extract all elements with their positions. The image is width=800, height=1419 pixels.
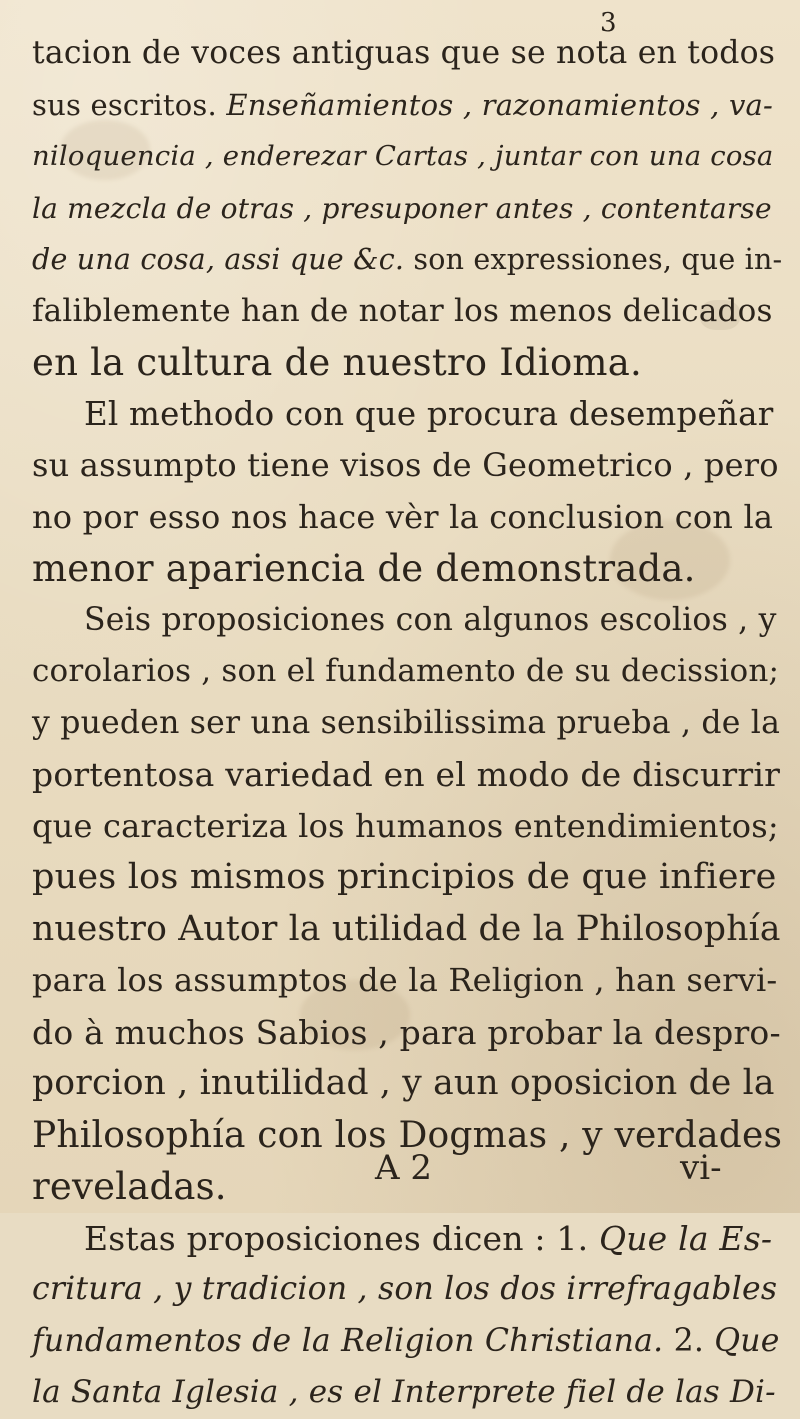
text-segment: Que la Es-: [598, 1218, 773, 1258]
text-segment: porcion , inutilidad , y aun oposicion de la: [32, 1063, 775, 1103]
text-line: [32, 440, 782, 492]
text-segment: la Santa Iglesia , es el Interprete fiel de las Di-: [32, 1374, 776, 1410]
text-segment: su assumpto tiene visos de Geometrico , pero: [32, 446, 779, 484]
text-segment: que caracteriza los humanos entendimientos;: [32, 806, 779, 845]
text-segment: do à muchos Sabios , para probar la despro-: [32, 1012, 781, 1052]
text-line: [32, 1316, 782, 1368]
text-segment: tacion de voces antiguas que se nota en todos: [32, 35, 776, 71]
text-line: [32, 28, 782, 80]
text-segment: para los assumptos de la Religion , han servi-: [32, 961, 778, 999]
text-segment: fundamentos de la Religion Christiana.: [32, 1322, 674, 1359]
text-segment: Enseñamientos , razonamientos , va-: [226, 87, 774, 122]
text-segment: niloquencia , enderezar Cartas , juntar con una cosa: [32, 140, 774, 172]
catchword: vi-: [680, 1148, 722, 1188]
text-line: [32, 389, 782, 441]
text-line: [32, 543, 782, 595]
text-segment: nuestro Autor la utilidad de la Philosophía: [32, 908, 781, 949]
text-segment: 2.: [673, 1322, 715, 1359]
text-line: [32, 234, 782, 286]
text-segment: son expressiones, que in-: [413, 243, 783, 276]
text-line: [32, 801, 782, 853]
signature-mark: A 2: [375, 1148, 432, 1188]
text-line: [32, 1007, 782, 1059]
text-segment: en la cultura de nuestro Idioma.: [32, 341, 642, 384]
text-line: [32, 286, 782, 338]
text-segment: no por esso nos hace vèr la conclusion con la: [32, 497, 774, 536]
text-line: [32, 80, 782, 132]
text-line: [32, 492, 782, 544]
text-line: [32, 131, 782, 183]
text-segment: y pueden ser una sensibilissima prueba , de la: [32, 704, 781, 741]
text-line: [32, 646, 782, 698]
text-segment: portentosa variedad en el modo de discurrir: [32, 755, 781, 794]
text-line: [32, 904, 782, 956]
text-line: [32, 1213, 782, 1265]
text-segment: menor apariencia de demonstrada.: [32, 547, 696, 590]
text-segment: Estas proposiciones dicen : 1.: [84, 1218, 599, 1258]
text-line: [32, 1367, 782, 1419]
text-segment: Que: [714, 1322, 780, 1359]
text-segment: critura , y tradicion , son los dos irrefragables: [32, 1271, 778, 1307]
page-text: [32, 28, 782, 1419]
text-segment: pues los mismos principios de que infiere: [32, 857, 777, 897]
text-line: [32, 1264, 782, 1316]
text-segment: Seis proposiciones con algunos escolios , y: [84, 601, 777, 638]
text-line: [32, 595, 782, 647]
text-segment: sus escritos.: [32, 87, 227, 122]
text-segment: reveladas.: [32, 1165, 227, 1208]
text-segment: de una cosa, assi que &c.: [32, 243, 414, 276]
text-segment: la mezcla de otras , presuponer antes , contentarse: [32, 191, 772, 225]
text-line: [32, 955, 782, 1007]
text-line: [32, 852, 782, 904]
text-line: [32, 1058, 782, 1110]
text-segment: El methodo con que procura desempeñar: [84, 394, 774, 433]
text-segment: faliblemente han de notar los menos delicados: [32, 292, 773, 329]
text-line: [32, 698, 782, 750]
text-line: [32, 183, 782, 235]
page-number: 3: [600, 8, 618, 38]
text-segment: Philosophía con los Dogmas , y verdades: [32, 1114, 783, 1156]
text-line: [32, 337, 782, 389]
text-segment: corolarios , son el fundamento de su decission;: [32, 653, 780, 689]
text-line: [32, 749, 782, 801]
